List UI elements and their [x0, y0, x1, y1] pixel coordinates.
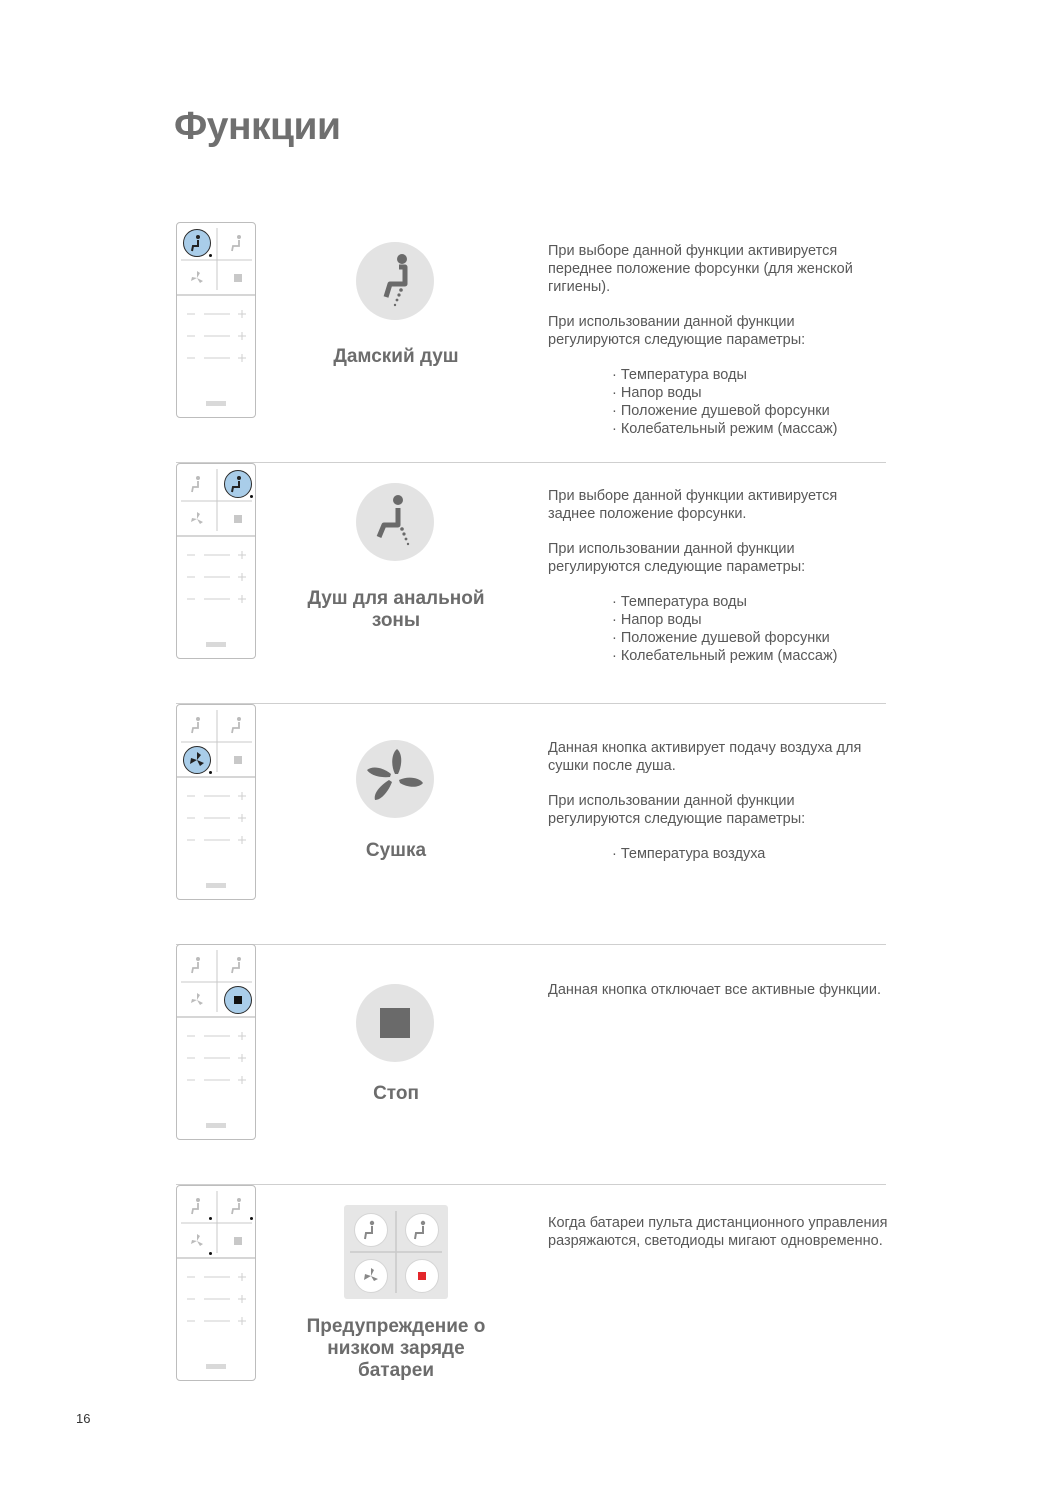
- parameter-item: · Напор воды: [612, 384, 888, 402]
- led-dot: [209, 1217, 212, 1220]
- page-title: Функции: [174, 105, 341, 148]
- remote-stop-button: [224, 264, 252, 292]
- remote-control-illustration: [176, 463, 256, 659]
- feature-section-female-shower: [176, 222, 886, 463]
- remote-rear-wash-button: [224, 1192, 252, 1220]
- feature-section-rear-shower: [176, 463, 886, 704]
- remote-control-illustration: [176, 944, 256, 1140]
- remote-stop-button: [224, 1227, 252, 1255]
- led-dot: [250, 1217, 253, 1220]
- remote-control-illustration: [176, 1185, 256, 1381]
- feature-name: Предупреждение о низком заряде батареи: [306, 1316, 486, 1381]
- rear-shower-icon: [356, 483, 434, 561]
- remote-female-wash-button: [183, 470, 211, 498]
- page-number: 16: [76, 1411, 91, 1426]
- feature-section-battery-warning: [176, 1185, 886, 1390]
- remote-rear-wash-button: [224, 711, 252, 739]
- fan-icon: [354, 1259, 388, 1293]
- remote-control-illustration: [176, 704, 256, 900]
- parameter-item: · Положение душевой форсунки: [612, 402, 888, 420]
- feature-section-dryer: [176, 704, 886, 945]
- stop-led-icon: [405, 1259, 439, 1293]
- parameter-item: · Температура воды: [612, 593, 888, 611]
- remote-dryer-button: [183, 986, 211, 1014]
- description-paragraph: При использовании данной функции регулируются следующие параметры:: [548, 793, 806, 827]
- battery-warning-panel: [344, 1205, 448, 1299]
- rear-wash-icon: [405, 1213, 439, 1247]
- remote-rear-wash-button: [224, 229, 252, 257]
- fan-icon: [356, 740, 434, 818]
- remote-stop-button: [224, 746, 252, 774]
- remote-dryer-button: [183, 505, 211, 533]
- remote-stop-button: [224, 986, 252, 1014]
- female-shower-icon: [356, 242, 434, 320]
- parameter-item: · Температура воздуха: [612, 845, 888, 863]
- description-paragraph: При использовании данной функции регулируются следующие параметры:: [548, 541, 806, 575]
- description-paragraph: Данная кнопка активирует подачу воздуха для сушки после душа.: [548, 740, 862, 774]
- remote-female-wash-button: [183, 229, 211, 257]
- parameter-list: [548, 845, 888, 863]
- feature-name: Дамский душ: [333, 346, 459, 367]
- feature-name: Стоп: [373, 1083, 419, 1104]
- description-paragraph: При использовании данной функции регулируются следующие параметры:: [548, 314, 806, 348]
- remote-dryer-button: [183, 1227, 211, 1255]
- feature-section-stop: [176, 944, 886, 1185]
- female-wash-icon: [354, 1213, 388, 1247]
- feature-description: [548, 981, 888, 1016]
- description-paragraph: При выборе данной функции активируется заднее положение форсунки.: [548, 488, 838, 522]
- remote-control-illustration: [176, 222, 256, 418]
- parameter-list: [548, 593, 888, 665]
- feature-description: [548, 242, 888, 438]
- led-dot: [209, 254, 212, 257]
- description-paragraph: Когда батареи пульта дистанционного управления разряжаются, светодиоды мигают одновременно.: [548, 1215, 888, 1249]
- feature-description: [548, 487, 888, 665]
- stop-icon: [356, 984, 434, 1062]
- led-dot: [250, 495, 253, 498]
- remote-dryer-button: [183, 264, 211, 292]
- remote-female-wash-button: [183, 1192, 211, 1220]
- parameter-item: · Колебательный режим (массаж): [612, 647, 888, 665]
- parameter-list: [548, 366, 888, 438]
- led-dot: [209, 1252, 212, 1255]
- parameter-item: · Напор воды: [612, 611, 888, 629]
- feature-name: Душ для анальной зоны: [307, 588, 485, 631]
- remote-stop-button: [224, 505, 252, 533]
- remote-rear-wash-button: [224, 470, 252, 498]
- feature-description: [548, 1214, 888, 1267]
- feature-description: [548, 739, 888, 863]
- remote-female-wash-button: [183, 711, 211, 739]
- remote-dryer-button: [183, 746, 211, 774]
- description-paragraph: При выборе данной функции активируется переднее положение форсунки (для женской гигиены).: [548, 243, 853, 295]
- remote-rear-wash-button: [224, 951, 252, 979]
- parameter-item: · Колебательный режим (массаж): [612, 420, 888, 438]
- parameter-item: · Температура воды: [612, 366, 888, 384]
- description-paragraph: Данная кнопка отключает все активные функции.: [548, 982, 881, 998]
- parameter-item: · Положение душевой форсунки: [612, 629, 888, 647]
- feature-name: Сушка: [365, 840, 427, 861]
- led-dot: [209, 771, 212, 774]
- remote-female-wash-button: [183, 951, 211, 979]
